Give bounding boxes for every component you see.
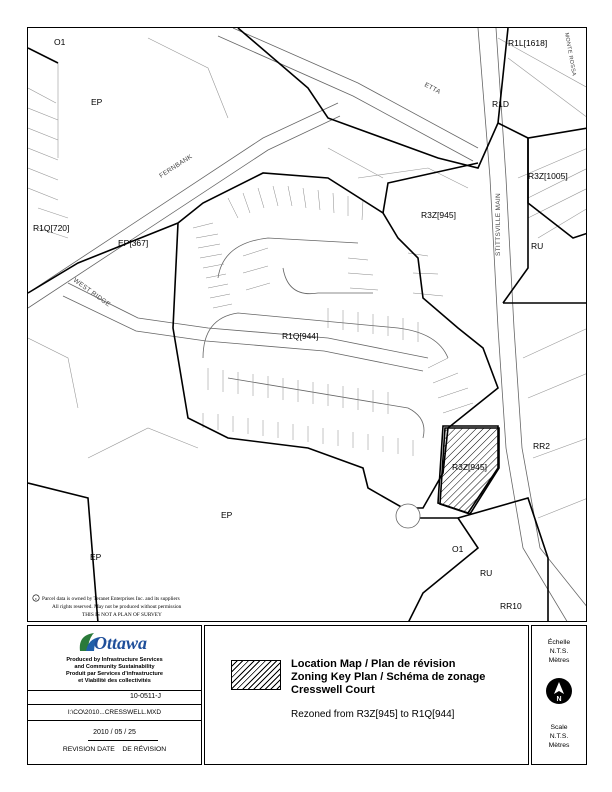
disclaimer xyxy=(33,595,182,618)
copyright-letter: c xyxy=(35,596,37,601)
street-labels xyxy=(72,32,577,308)
revision-label: REVISION DATE DE RÉVISION xyxy=(62,746,167,753)
title-box xyxy=(204,625,529,765)
zone-label-r3z945-n: R3Z[945] xyxy=(421,210,456,220)
ottawa-logo-icon xyxy=(28,629,203,655)
zone-label-r3z945-s: R3Z[945] xyxy=(452,462,487,472)
zone-label-ep-s: EP xyxy=(221,510,233,520)
zone-label-r1q944: R1Q[944] xyxy=(282,331,319,341)
title-line-2: Zoning Key Plan / Schéma de zonage xyxy=(291,671,486,683)
file-path: I:\CO\2010...CRESSWELL.MXD xyxy=(67,709,162,716)
disclaimer-line-1: Parcel data is owned by Teranet Enterprises Inc. and its suppliers xyxy=(42,596,180,602)
zoning-map xyxy=(27,27,587,622)
producer-fr-1: Produit par Services d'infrastructure xyxy=(65,671,164,677)
subdivision-lots xyxy=(193,186,473,456)
street-label-west-ridge: WEST RIDGE xyxy=(71,276,112,309)
road-lines xyxy=(28,28,587,622)
map-canvas xyxy=(28,28,587,622)
producer-box xyxy=(27,625,202,765)
zone-label-r1q720: R1Q[720] xyxy=(33,223,70,233)
cul-de-sac xyxy=(396,504,420,528)
scale-fr xyxy=(532,638,586,665)
street-label-stittsville: STITTSVILLE MAIN xyxy=(495,193,502,256)
street-label-etta: ETTA xyxy=(423,81,442,96)
scale-en xyxy=(532,723,586,750)
ottawa-logo xyxy=(28,629,201,655)
zone-label-r3z1005: R3Z[1005] xyxy=(528,171,568,181)
producer-en-2: and Community Sustainability xyxy=(74,664,155,670)
scale-en-2: N.T.S. xyxy=(549,733,569,740)
scale-en-1: Scale xyxy=(550,724,568,731)
zone-label-o1-s: O1 xyxy=(452,544,464,554)
street-label-fernbank: FERNBANK xyxy=(158,153,194,180)
zone-labels xyxy=(33,37,568,611)
north-arrow-icon xyxy=(546,678,572,704)
title-line-3: Cresswell Court xyxy=(291,684,375,696)
rezoning-note: Rezoned from R3Z[945] to R1Q[944] xyxy=(291,709,455,720)
zone-label-r1d: R1D xyxy=(492,99,510,109)
producer-en-1: Produced by Infrastructure Services xyxy=(66,657,163,663)
zone-label-ep367: EP[367] xyxy=(118,238,149,248)
zone-label-ru-s: RU xyxy=(480,568,493,578)
parcel-lines xyxy=(28,38,587,518)
producer-fr-2: et Viabilité des collectivités xyxy=(78,678,151,684)
north-letter: N xyxy=(556,696,562,703)
zone-label-rr2: RR2 xyxy=(533,441,551,451)
zone-label-ru-e: RU xyxy=(531,241,544,251)
legend-hatch-swatch xyxy=(231,660,281,690)
scale-fr-1: Échelle xyxy=(547,639,571,646)
revision-date: 2010 / 05 / 25 xyxy=(93,729,136,736)
scale-fr-2: N.T.S. xyxy=(549,648,569,655)
scale-en-3: Mètres xyxy=(548,742,570,749)
title-text xyxy=(291,658,485,720)
disclaimer-line-3: THIS IS NOT A PLAN OF SURVEY xyxy=(82,612,162,618)
zone-label-ep-sw: EP xyxy=(90,552,102,562)
zone-label-ep-nw: EP xyxy=(91,97,103,107)
scale-fr-3: Mètres xyxy=(548,657,570,664)
disclaimer-line-2: All rights reserved. May not be produced without permission xyxy=(52,604,182,610)
logo-wordmark: Ottawa xyxy=(94,633,148,653)
zone-label-o1-top: O1 xyxy=(54,37,66,47)
street-label-monte-rosa: MONTE ROSSA xyxy=(563,32,577,77)
file-id: 10-0511-J xyxy=(129,693,161,700)
producer-text xyxy=(28,657,201,685)
title-block xyxy=(27,625,587,765)
zone-label-r1l: R1L[1618] xyxy=(508,38,548,48)
scale-box xyxy=(531,625,587,765)
title-line-1: Location Map / Plan de révision xyxy=(291,658,456,670)
zone-label-rr10: RR10 xyxy=(500,601,522,611)
